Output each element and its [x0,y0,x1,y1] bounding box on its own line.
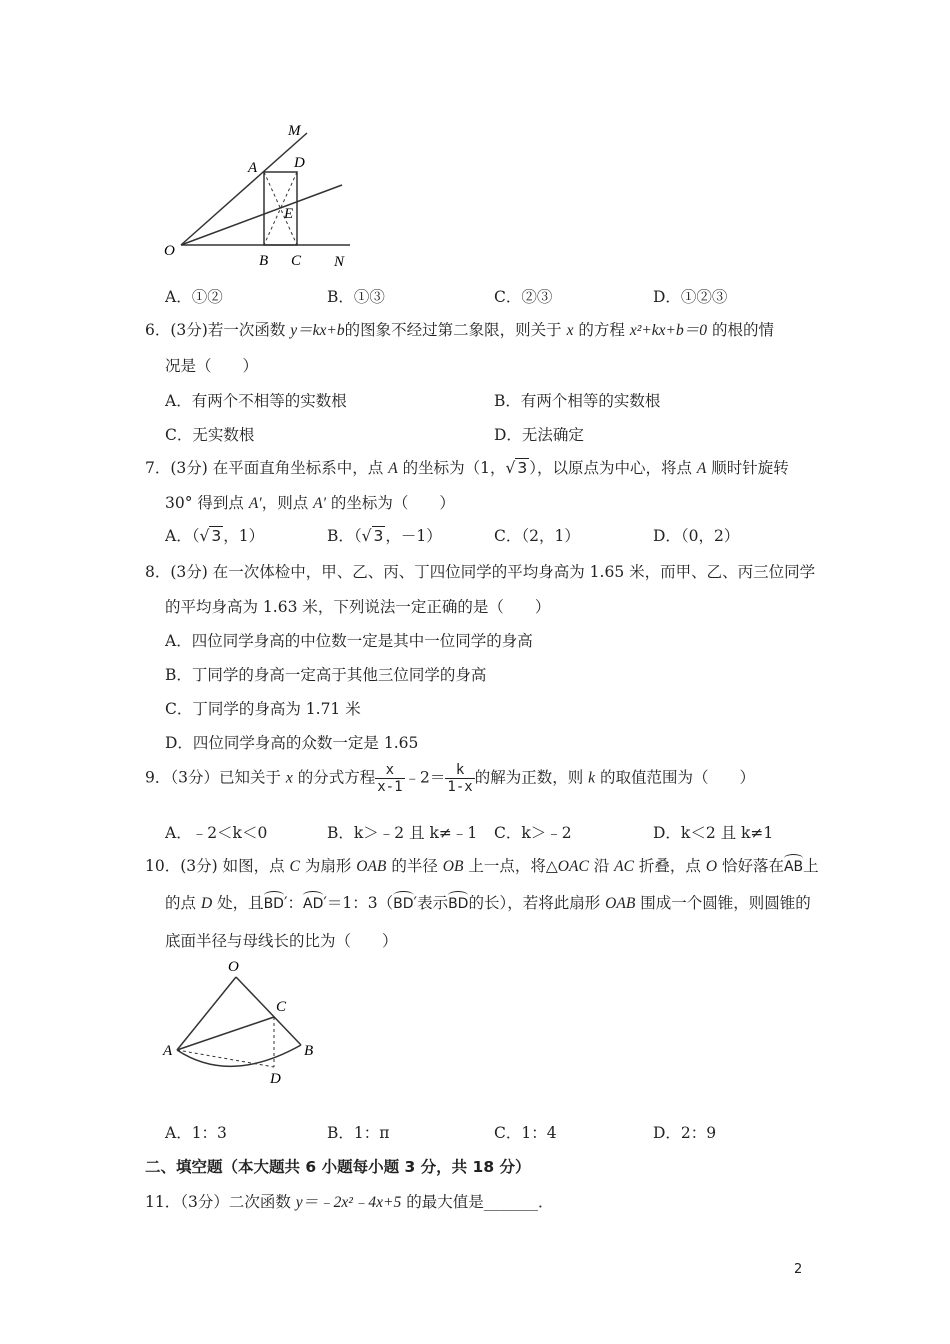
q9-option-c: C．k＞﹣2 [494,824,572,842]
q6-option-c: C．无实数根 [165,426,255,444]
q9-option-b: B．k＞﹣2 且 k≠﹣1 [327,824,478,842]
q10-option-b: B．1：π [327,1124,390,1142]
page-number: 2 [794,1262,803,1277]
arc-bd-prime: BD [264,892,284,912]
q8-option-b: B．丁同学的身高一定高于其他三位同学的身高 [165,666,487,684]
label-B: B [259,253,269,269]
q7-option-d: D．（0，2） [653,527,740,545]
arc-ad-prime: AD [303,892,323,912]
arc-bd: BD [448,892,468,912]
q7-option-b: B．（√ 3 ，－1） [327,527,442,545]
q9-option-a: A．﹣2＜k＜0 [165,824,268,842]
q5-option-d: D．①②③ [653,288,728,306]
arc-bd-prime-note: BD [393,892,413,912]
q5-option-b: B．①③ [327,288,385,306]
section-heading: 二、填空题（本大题共 6 小题每小题 3 分，共 18 分） [145,1158,531,1176]
question-11: 11．（3分）二次函数 y＝﹣2x²﹣4x+5 的最大值是_______． [145,1193,554,1211]
label-A: A [248,160,258,176]
q5-option-a: A．①② [165,288,223,306]
q9-option-d: D．k＜2 且 k≠1 [653,824,774,842]
label-M: M [288,123,301,139]
q6-line2: 况是（ ） [165,357,259,375]
q6-option-a: A．有两个不相等的实数根 [165,392,347,410]
label-O: O [228,959,239,975]
sqrt-symbol: √ 3 [505,459,528,477]
fraction-k-over-1-x: $\frac{k}{1-x}$ [447,762,473,795]
arc-ab: AB [784,855,803,875]
q10-option-c: C．1：4 [494,1124,557,1142]
q8-option-d: D．四位同学身高的众数一定是 1.65 [165,734,419,752]
label-C: C [276,999,287,1015]
q6-number: 6． [145,321,171,339]
q6-option-b: B．有两个相等的实数根 [494,392,661,410]
q7-number: 7． [145,459,171,477]
sector-fold-figure [160,955,330,1090]
fraction-x-over-x-1: $\frac{x}{x-1}$ [377,762,403,795]
label-C: C [291,253,302,269]
label-D: D [294,155,305,171]
q10-line3: 底面半径与母线长的比为（ ） [165,932,398,950]
q8-line1: 8．(3分) 在一次体检中，甲、乙、丙、丁四位同学的平均身高为 1.65 米，而甲、乙、丙三位同学 [145,563,816,581]
q6-option-d: D．无法确定 [494,426,584,444]
q8-option-a: A．四位同学身高的中位数一定是其中一位同学的身高 [165,632,533,650]
q8-option-c: C．丁同学的身高为 1.71 米 [165,700,361,718]
q5-option-c: C．②③ [494,288,553,306]
label-A: A [163,1043,173,1059]
q8-line2: 的平均身高为 1.63 米，下列说法一定正确的是（ ） [165,598,551,616]
label-D: D [270,1071,281,1087]
q7-option-a: A．（√ 3 ，1） [165,527,265,545]
label-O: O [164,243,175,259]
q10-option-a: A．1：3 [165,1124,227,1142]
answer-blank: _______ [483,1193,538,1211]
label-E: E [284,206,294,222]
angle-bisector-figure [160,115,360,275]
label-N: N [334,254,345,270]
q10-option-d: D．2：9 [653,1124,717,1142]
label-B: B [304,1043,314,1059]
q7-option-c: C．（2，1） [494,527,580,545]
